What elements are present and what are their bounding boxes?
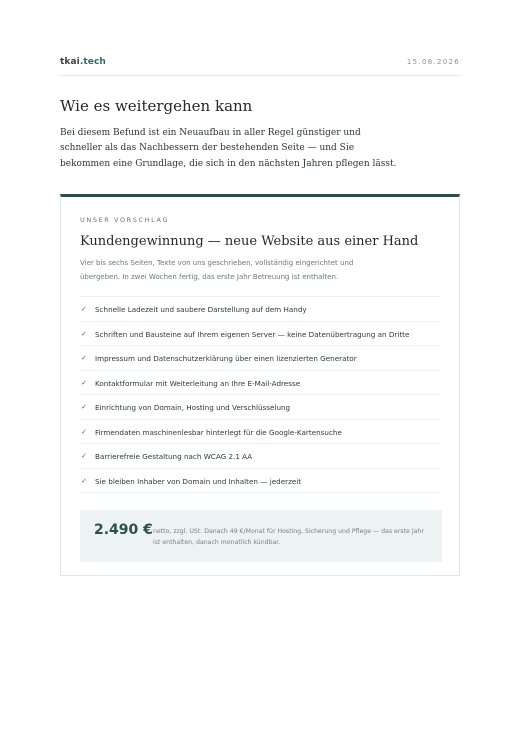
check-icon: ✓ — [81, 476, 87, 485]
list-item-text: Barrierefreie Gestaltung nach WCAG 2.1 AA — [95, 452, 253, 461]
offer-title: Kundengewinnung — neue Website aus einer Hand — [80, 234, 419, 249]
list-item — [80, 321, 440, 346]
offer-subtitle: Vier bis sechs Seiten, Texte von uns geschrieben, vollständig eingerichtet und übergeben. In zwei Wochen fertig, das erste Jahr Betreuung ist enthalten. — [80, 259, 354, 281]
check-icon: ✓ — [81, 354, 87, 362]
list-item — [80, 419, 440, 444]
list-item-text: Kontaktformular mit Weiterleitung an Ihre E-Mail-Adresse — [95, 378, 301, 388]
list-item-text: Firmendaten maschinenlesbar hinterlegt für die Google-Kartensuche — [95, 427, 342, 437]
list-item — [80, 370, 440, 395]
check-icon: ✓ — [81, 427, 87, 436]
check-icon: ✓ — [81, 305, 87, 313]
page-header — [60, 57, 460, 76]
price-note: netto, zzgl. USt. Danach 49 €/Monat für Hosting, Sicherung und Pflege — das erste Jahr ist enthalten, danach monatlich kündbar. — [153, 528, 424, 546]
list-item-text: Einrichtung von Domain, Hosting und Verschlüsselung — [95, 403, 291, 412]
price-amount: 2.490 € — [94, 522, 153, 538]
list-item — [80, 443, 440, 468]
list-item — [80, 468, 440, 494]
check-icon: ✓ — [81, 452, 87, 460]
check-icon: ✓ — [81, 378, 87, 387]
list-item-text: Schnelle Ladezeit und saubere Darstellung auf dem Handy — [95, 305, 307, 314]
list-item — [80, 296, 440, 321]
brand-logo[interactable] — [60, 57, 106, 67]
list-item-text: Schriften und Bausteine auf Ihrem eigenen Server — keine Datenübertragung an Dritte — [95, 329, 410, 339]
offer-card — [60, 194, 460, 576]
check-icon: ✓ — [81, 329, 87, 338]
intro-paragraph: Bei diesem Befund ist ein Neuaufbau in aller Regel günstiger und schneller als das Nachbessern der bestehenden Seite — und Sie bekommen eine Grundlage, die sich in den nächsten Jahren pflegen lässt. — [60, 128, 397, 169]
document-date: 15.08.2026 — [406, 58, 460, 66]
offer-eyebrow: UNSER VORSCHLAG — [80, 216, 170, 224]
list-item — [80, 345, 440, 370]
brand-suffix: .tech — [79, 57, 106, 67]
price-box — [80, 510, 442, 562]
list-item-text: Impressum und Datenschutzerklärung über einen lizenzierten Generator — [95, 354, 357, 363]
brand-prefix: tkai — [60, 57, 80, 67]
check-icon: ✓ — [81, 403, 87, 411]
feature-list — [80, 296, 440, 493]
list-item-text: Sie bleiben Inhaber von Domain und Inhalten — jederzeit — [95, 476, 302, 486]
section-heading: Wie es weitergehen kann — [60, 97, 253, 115]
list-item — [80, 394, 440, 419]
